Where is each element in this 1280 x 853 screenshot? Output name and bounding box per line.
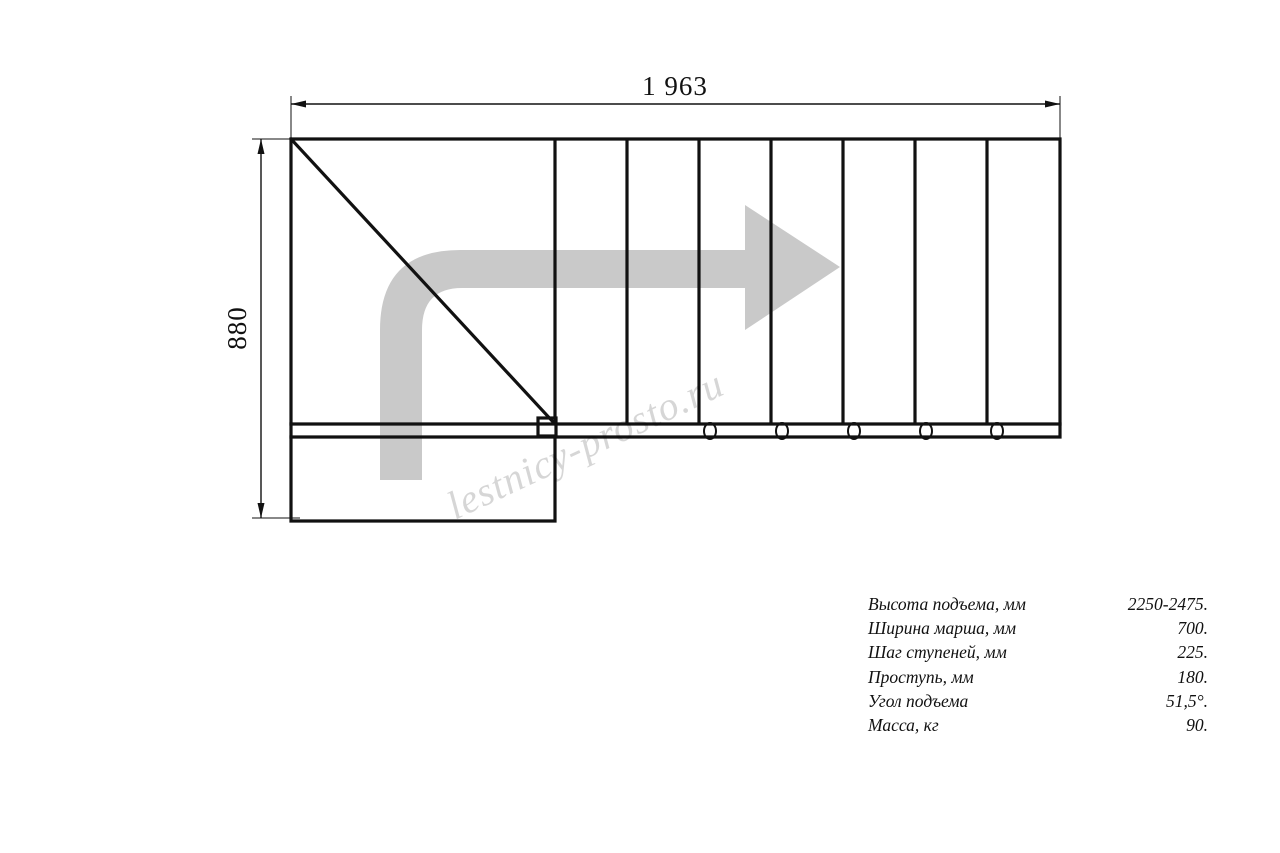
spec-value: 51,5°. (1166, 690, 1208, 711)
spec-row (868, 665, 1208, 689)
dimension-width (291, 71, 1060, 146)
spec-row (868, 713, 1208, 737)
spec-label: Угол подъема (868, 690, 969, 711)
spec-value: 90. (1186, 715, 1208, 736)
spec-label: Шаг ступеней, мм (868, 642, 1007, 663)
watermark-text: lestnicy-prosto.ru (439, 360, 731, 529)
dimension-height (222, 139, 300, 518)
spec-row (868, 640, 1208, 664)
spec-label: Масса, кг (868, 715, 939, 736)
spec-value: 180. (1177, 666, 1208, 687)
spec-label: Высота подъема, мм (868, 594, 1026, 614)
spec-row (868, 616, 1208, 640)
watermark (440, 361, 731, 528)
spec-value: 225. (1177, 642, 1208, 663)
spec-label: Ширина марша, мм (868, 618, 1017, 639)
spec-row (868, 592, 1208, 616)
spec-value: 2250-2475. (1127, 594, 1208, 614)
width-dimension-label: 1 963 (642, 71, 708, 101)
specification-table (868, 592, 1208, 737)
spec-label: Проступь, мм (868, 666, 974, 687)
spec-row (868, 689, 1208, 713)
spec-value: 700. (1177, 618, 1208, 639)
height-dimension-label: 880 (222, 306, 252, 350)
